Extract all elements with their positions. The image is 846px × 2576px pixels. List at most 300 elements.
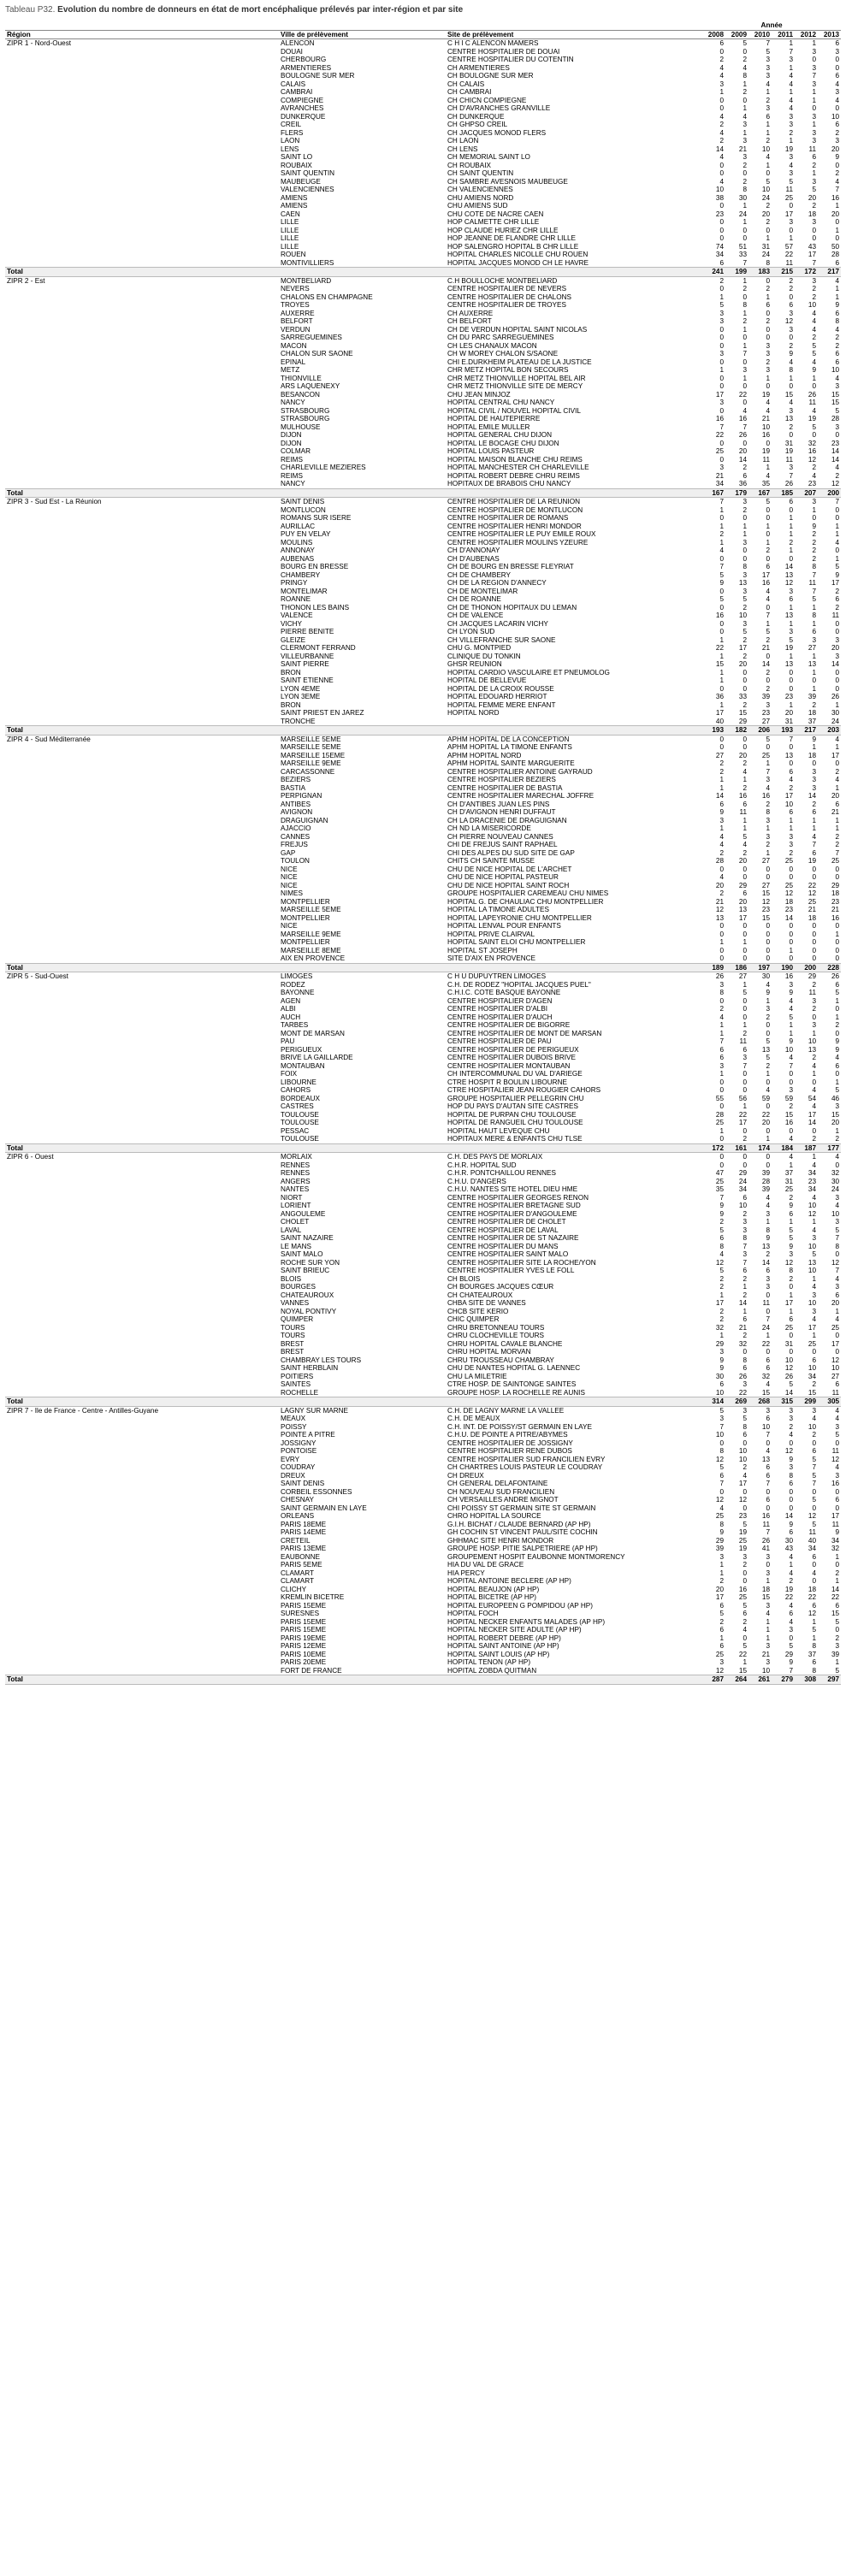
total-label: Total	[5, 268, 279, 277]
table-row	[5, 1275, 841, 1284]
table-row	[5, 472, 841, 481]
count-cell: 25	[808, 1339, 817, 1348]
ville-cell: CAMBRAI	[281, 88, 313, 96]
count-cell: 20	[738, 447, 748, 455]
total-row	[5, 726, 841, 736]
count-cell: 15	[761, 913, 771, 922]
count-cell: 3	[766, 832, 771, 841]
count-cell: 17	[831, 751, 840, 759]
count-cell: 2	[719, 1274, 725, 1283]
count-cell: 20	[831, 792, 840, 800]
count-cell: 34	[808, 1185, 817, 1193]
count-cell: 0	[812, 1348, 817, 1356]
region-cell	[5, 1308, 279, 1316]
count-cell: 1	[812, 1153, 817, 1161]
ville-cell: TOULON	[281, 857, 310, 865]
count-cell: 17	[831, 579, 840, 587]
table-row	[5, 636, 841, 645]
region-cell	[5, 447, 279, 456]
count-cell: 2	[766, 1061, 771, 1070]
count-cell: 2	[742, 1617, 748, 1626]
ville-cell: MARSEILLE 5EME	[281, 735, 341, 743]
count-cell: 12	[808, 1512, 817, 1520]
count-cell: 3	[766, 341, 771, 350]
count-cell: 14	[808, 792, 817, 800]
count-cell: 1	[835, 700, 840, 709]
region-cell	[5, 1315, 279, 1324]
count-cell: 0	[742, 1634, 748, 1642]
count-cell: 15	[831, 390, 840, 399]
site-cell: CENTRE HOSPITALIER ANTOINE GAYRAUD	[447, 767, 593, 776]
site-cell: CH W MOREY CHALON S/SAONE	[447, 350, 559, 357]
count-cell: 0	[766, 1291, 771, 1299]
count-cell: 10	[831, 1364, 840, 1372]
count-cell: 0	[766, 938, 771, 946]
region-cell	[5, 1439, 279, 1448]
count-cell: 27	[808, 644, 817, 652]
count-cell: 0	[742, 234, 748, 242]
count-cell: 29	[715, 1536, 725, 1545]
table-row	[5, 938, 841, 947]
site-cell: CENTRE HOSPITALIER YVES LE FOLL	[447, 1267, 575, 1274]
count-cell: 5	[812, 186, 817, 193]
table-row	[5, 1178, 841, 1186]
count-cell: 28	[761, 1177, 771, 1185]
count-cell: 6	[789, 767, 794, 776]
count-cell: 0	[766, 1487, 771, 1496]
table-row	[5, 1593, 841, 1602]
count-cell: 4	[789, 1552, 794, 1561]
count-cell: 0	[766, 1439, 771, 1447]
count-cell: 1	[789, 603, 794, 612]
ville-cell: MONTELIMAR	[281, 587, 328, 595]
region-cell	[5, 628, 279, 636]
table-row	[5, 1667, 841, 1675]
count-cell: 4	[766, 587, 771, 595]
count-cell: 12	[831, 1455, 840, 1463]
count-cell: 21	[761, 415, 771, 422]
count-cell: 3	[789, 587, 794, 595]
region-cell	[5, 472, 279, 481]
count-cell: 12	[784, 1364, 794, 1372]
count-cell: 21	[715, 897, 725, 906]
ville-cell: TOULOUSE	[281, 1135, 319, 1143]
count-cell: 3	[766, 366, 771, 374]
count-cell: 6	[835, 595, 840, 603]
ville-cell: DUNKERQUE	[281, 112, 326, 121]
count-cell: 4	[766, 1447, 771, 1455]
ville-cell: CHOLET	[281, 1218, 310, 1226]
ville-cell: MONTBELIARD	[281, 276, 332, 285]
count-cell: 9	[812, 522, 817, 530]
total-empty-cell	[446, 268, 702, 277]
count-cell: 1	[789, 547, 794, 554]
table-row	[5, 498, 841, 506]
total-empty-cell	[446, 488, 702, 498]
ville-cell: CALAIS	[281, 80, 306, 88]
count-cell: 1	[789, 824, 794, 832]
total-cell: 184	[772, 1143, 795, 1153]
region-cell	[5, 310, 279, 318]
count-cell: 16	[831, 913, 840, 922]
total-cell: 305	[818, 1397, 841, 1407]
count-cell: 25	[761, 751, 771, 759]
table-row	[5, 817, 841, 825]
count-cell: 4	[835, 1153, 840, 1161]
count-cell: 1	[719, 88, 725, 96]
count-cell: 12	[784, 1447, 794, 1455]
table-row	[5, 972, 841, 981]
ville-cell: ALENCON	[281, 39, 315, 47]
site-cell: CH LA DRACENIE DE DRAGUIGNAN	[447, 816, 567, 824]
ville-cell: FLERS	[281, 128, 304, 137]
site-cell: CENTRE HOSPITALIER DE NEVERS	[447, 285, 567, 292]
count-cell: 5	[766, 1037, 771, 1045]
region-cell	[5, 1086, 279, 1095]
site-cell: CENTRE HOSPITALIER DE PERIGUEUX	[447, 1045, 579, 1054]
site-cell: HOPITAL NORD	[447, 709, 500, 717]
count-cell: 1	[766, 1135, 771, 1143]
count-cell: 11	[785, 186, 794, 193]
table-row	[5, 391, 841, 399]
count-cell: 14	[831, 455, 840, 464]
count-cell: 11	[808, 145, 817, 153]
count-cell: 0	[835, 619, 840, 628]
count-cell: 2	[766, 684, 771, 693]
count-cell: 2	[719, 1307, 725, 1315]
count-cell: 2	[719, 137, 725, 145]
region-cell	[5, 1380, 279, 1389]
count-cell: 3	[719, 464, 725, 471]
count-cell: 3	[742, 1218, 748, 1226]
count-cell: 2	[766, 357, 771, 366]
table-row	[5, 1062, 841, 1071]
count-cell: 8	[835, 1242, 840, 1250]
table-row	[5, 1553, 841, 1562]
region-cell	[5, 1332, 279, 1340]
count-cell: 0	[812, 382, 817, 390]
count-cell: 2	[789, 1274, 794, 1283]
ville-cell: AMIENS	[281, 202, 308, 210]
site-cell: HOPITAL GENERAL CHU DIJON	[447, 431, 553, 439]
count-cell: 7	[835, 498, 840, 505]
count-cell: 39	[715, 1545, 725, 1552]
table-row	[5, 1234, 841, 1243]
region-cell	[5, 1602, 279, 1610]
site-cell: C.H. INT. DE POISSY/ST GERMAIN EN LAYE	[447, 1422, 592, 1431]
count-cell: 2	[812, 161, 817, 169]
ville-cell: CASTRES	[281, 1102, 314, 1110]
count-cell: 0	[719, 930, 725, 938]
count-cell: 4	[789, 80, 794, 88]
count-cell: 7	[742, 258, 748, 267]
count-cell: 1	[789, 39, 794, 47]
count-cell: 1	[719, 1291, 725, 1299]
count-cell: 0	[742, 1005, 748, 1013]
header-year: 2012	[795, 30, 818, 39]
count-cell: 0	[835, 1439, 840, 1447]
table-row	[5, 808, 841, 817]
count-cell: 9	[789, 989, 794, 996]
table-row	[5, 709, 841, 718]
count-cell: 9	[789, 350, 794, 357]
table-row	[5, 1528, 841, 1537]
count-cell: 59	[761, 1094, 771, 1102]
count-cell: 14	[738, 1299, 748, 1307]
count-cell: 0	[719, 946, 725, 954]
region-cell	[5, 194, 279, 203]
count-cell: 15	[715, 660, 725, 668]
count-cell: 7	[742, 1242, 748, 1250]
count-cell: 6	[766, 301, 771, 309]
count-cell: 0	[789, 954, 794, 962]
table-row	[5, 801, 841, 809]
count-cell: 0	[812, 431, 817, 439]
count-cell: 1	[835, 292, 840, 301]
count-cell: 0	[766, 1561, 771, 1569]
count-cell: 2	[812, 464, 817, 471]
region-cell	[5, 1178, 279, 1186]
site-cell: CENTRE HOSPITALIER DE LA REUNION	[447, 498, 580, 505]
count-cell: 6	[812, 153, 817, 161]
count-cell: 0	[789, 873, 794, 881]
site-cell: GROUPE HOSP. LA ROCHELLE RE AUNIS	[447, 1388, 585, 1397]
count-cell: 34	[808, 1372, 817, 1380]
count-cell: 5	[719, 1610, 725, 1617]
table-row	[5, 1102, 841, 1111]
table-row	[5, 1308, 841, 1316]
region-cell	[5, 137, 279, 145]
count-cell: 11	[808, 399, 817, 406]
count-cell: 9	[835, 1528, 840, 1536]
count-cell: 2	[719, 530, 725, 538]
count-cell: 2	[766, 841, 771, 848]
ville-cell: PARIS 10EME	[281, 1650, 327, 1658]
site-cell: CH D'AVRANCHES GRANVILLE	[447, 104, 551, 112]
count-cell: 0	[766, 652, 771, 660]
count-cell: 18	[831, 889, 840, 897]
count-cell: 14	[831, 447, 840, 455]
count-cell: 1	[719, 292, 725, 301]
count-cell: 0	[719, 619, 725, 628]
count-cell: 5	[742, 1415, 748, 1422]
count-cell: 26	[738, 431, 748, 439]
region-cell	[5, 841, 279, 849]
count-cell: 0	[766, 309, 771, 317]
site-cell: CH BOURGES JACQUES CŒUR	[447, 1283, 554, 1291]
region-cell	[5, 464, 279, 472]
count-cell: 5	[766, 628, 771, 635]
count-cell: 7	[812, 1480, 817, 1487]
table-row	[5, 1415, 841, 1423]
region-cell	[5, 243, 279, 251]
count-cell: 23	[808, 480, 817, 487]
count-cell: 0	[789, 930, 794, 938]
count-cell: 1	[719, 366, 725, 374]
ville-cell: EPINAL	[281, 357, 306, 366]
table-row	[5, 88, 841, 97]
ville-cell: CARCASSONNE	[281, 767, 335, 776]
count-cell: 0	[835, 1250, 840, 1258]
ville-cell: TRONCHE	[281, 717, 316, 725]
site-cell: CH DE THONON HOPITAUX DU LEMAN	[447, 603, 577, 612]
count-cell: 20	[738, 660, 748, 668]
count-cell: 1	[742, 80, 748, 88]
count-cell: 10	[831, 366, 840, 374]
count-cell: 3	[789, 56, 794, 63]
count-cell: 1	[789, 700, 794, 709]
site-cell: HOPITAL CHARLES NICOLLE CHU ROUEN	[447, 251, 589, 258]
count-cell: 15	[738, 1666, 748, 1675]
table-row	[5, 1030, 841, 1038]
count-cell: 2	[766, 1013, 771, 1021]
region-cell	[5, 612, 279, 620]
ville-cell: NANCY	[281, 399, 305, 406]
count-cell: 29	[715, 1339, 725, 1348]
header-region: Région	[5, 30, 279, 39]
count-cell: 12	[738, 1496, 748, 1504]
count-cell: 6	[719, 800, 725, 808]
count-cell: 39	[761, 693, 771, 700]
count-cell: 17	[715, 1299, 725, 1307]
count-cell: 0	[719, 1086, 725, 1094]
table-row	[5, 1504, 841, 1513]
count-cell: 5	[719, 570, 725, 579]
site-cell: HOPITAL FEMME MERE ENFANT	[447, 700, 556, 709]
count-cell: 2	[719, 848, 725, 857]
count-cell: 0	[742, 554, 748, 563]
count-cell: 1	[742, 202, 748, 210]
count-cell: 4	[835, 80, 840, 88]
count-cell: 0	[719, 169, 725, 177]
region-cell	[5, 1054, 279, 1062]
site-cell: CENTRE HOSPITALIER HENRI MONDOR	[447, 522, 582, 530]
count-cell: 0	[766, 873, 771, 881]
count-cell: 25	[784, 857, 794, 865]
count-cell: 37	[808, 1650, 817, 1658]
ville-cell: RODEZ	[281, 980, 305, 989]
count-cell: 2	[812, 202, 817, 210]
region-cell	[5, 669, 279, 677]
region-cell	[5, 1275, 279, 1284]
count-cell: 25	[715, 1650, 725, 1658]
count-cell: 1	[742, 325, 748, 334]
table-row	[5, 718, 841, 726]
count-cell: 4	[766, 471, 771, 480]
count-cell: 8	[719, 1520, 725, 1528]
count-cell: 18	[808, 709, 817, 717]
count-cell: 10	[808, 1242, 817, 1250]
region-cell	[5, 1447, 279, 1456]
count-cell: 26	[784, 1372, 794, 1380]
ville-cell: NANTES	[281, 1185, 310, 1193]
count-cell: 2	[789, 128, 794, 137]
count-cell: 1	[835, 783, 840, 792]
count-cell: 2	[719, 767, 725, 776]
region-cell	[5, 415, 279, 423]
region-cell	[5, 1528, 279, 1537]
region-cell	[5, 382, 279, 391]
ville-cell: MAUBEUGE	[281, 177, 321, 186]
count-cell: 10	[761, 186, 771, 193]
count-cell: 0	[835, 1348, 840, 1356]
site-cell: CH ND LA MISERICORDE	[447, 824, 531, 832]
count-cell: 14	[784, 1512, 794, 1520]
table-row	[5, 350, 841, 358]
table-row	[5, 72, 841, 80]
count-cell: 1	[835, 1658, 840, 1666]
count-cell: 6	[812, 628, 817, 635]
ville-cell: SAINT DENIS	[281, 1480, 325, 1487]
count-cell: 3	[789, 464, 794, 471]
count-cell: 30	[738, 193, 748, 202]
count-cell: 20	[761, 210, 771, 218]
count-cell: 1	[789, 816, 794, 824]
count-cell: 6	[719, 1045, 725, 1054]
region-cell	[5, 768, 279, 777]
ville-cell: BOURG EN BRESSE	[281, 563, 349, 570]
count-cell: 4	[742, 841, 748, 848]
table-row	[5, 1602, 841, 1610]
count-cell: 2	[719, 56, 725, 63]
count-cell: 2	[742, 783, 748, 792]
table-row	[5, 104, 841, 113]
count-cell: 0	[742, 226, 748, 234]
count-cell: 4	[719, 841, 725, 848]
count-cell: 0	[742, 668, 748, 676]
count-cell: 7	[719, 1480, 725, 1487]
count-cell: 0	[789, 1348, 794, 1356]
total-cell: 269	[725, 1397, 748, 1407]
count-cell: 1	[742, 374, 748, 382]
count-cell: 1	[719, 1070, 725, 1078]
count-cell: 55	[715, 1094, 725, 1102]
site-cell: CH GHPSO CREIL	[447, 121, 508, 128]
region-name: ZIPR 2 - Est	[7, 276, 45, 285]
count-cell: 22	[761, 1339, 771, 1348]
count-cell: 1	[742, 1307, 748, 1315]
count-cell: 4	[835, 1202, 840, 1209]
region-cell	[5, 1389, 279, 1397]
count-cell: 0	[812, 930, 817, 938]
count-cell: 12	[761, 897, 771, 906]
count-cell: 19	[784, 1585, 794, 1593]
count-cell: 22	[715, 431, 725, 439]
region-cell	[5, 259, 279, 268]
count-cell: 1	[789, 137, 794, 145]
count-cell: 2	[766, 317, 771, 325]
region-cell	[5, 391, 279, 399]
site-cell: HOPITAL MAISON BLANCHE CHU REIMS	[447, 455, 583, 464]
region-cell	[5, 752, 279, 760]
count-cell: 0	[812, 234, 817, 242]
count-cell: 2	[835, 334, 840, 341]
count-cell: 1	[766, 824, 771, 832]
table-row	[5, 431, 841, 440]
site-cell: C.H. DE RODEZ "HOPITAL JACQUES PUEL"	[447, 980, 591, 989]
ville-cell: TROYES	[281, 301, 310, 309]
count-cell: 16	[808, 447, 817, 455]
count-cell: 3	[766, 350, 771, 357]
total-label: Total	[5, 1143, 279, 1153]
count-cell: 14	[784, 1388, 794, 1397]
count-cell: 8	[766, 808, 771, 816]
count-cell: 1	[719, 1561, 725, 1569]
count-cell: 10	[738, 1447, 748, 1455]
ville-cell: AUBENAS	[281, 554, 315, 563]
count-cell: 0	[835, 218, 840, 226]
site-cell: G.I.H. BICHAT / CLAUDE BERNARD (AP HP)	[447, 1520, 591, 1528]
